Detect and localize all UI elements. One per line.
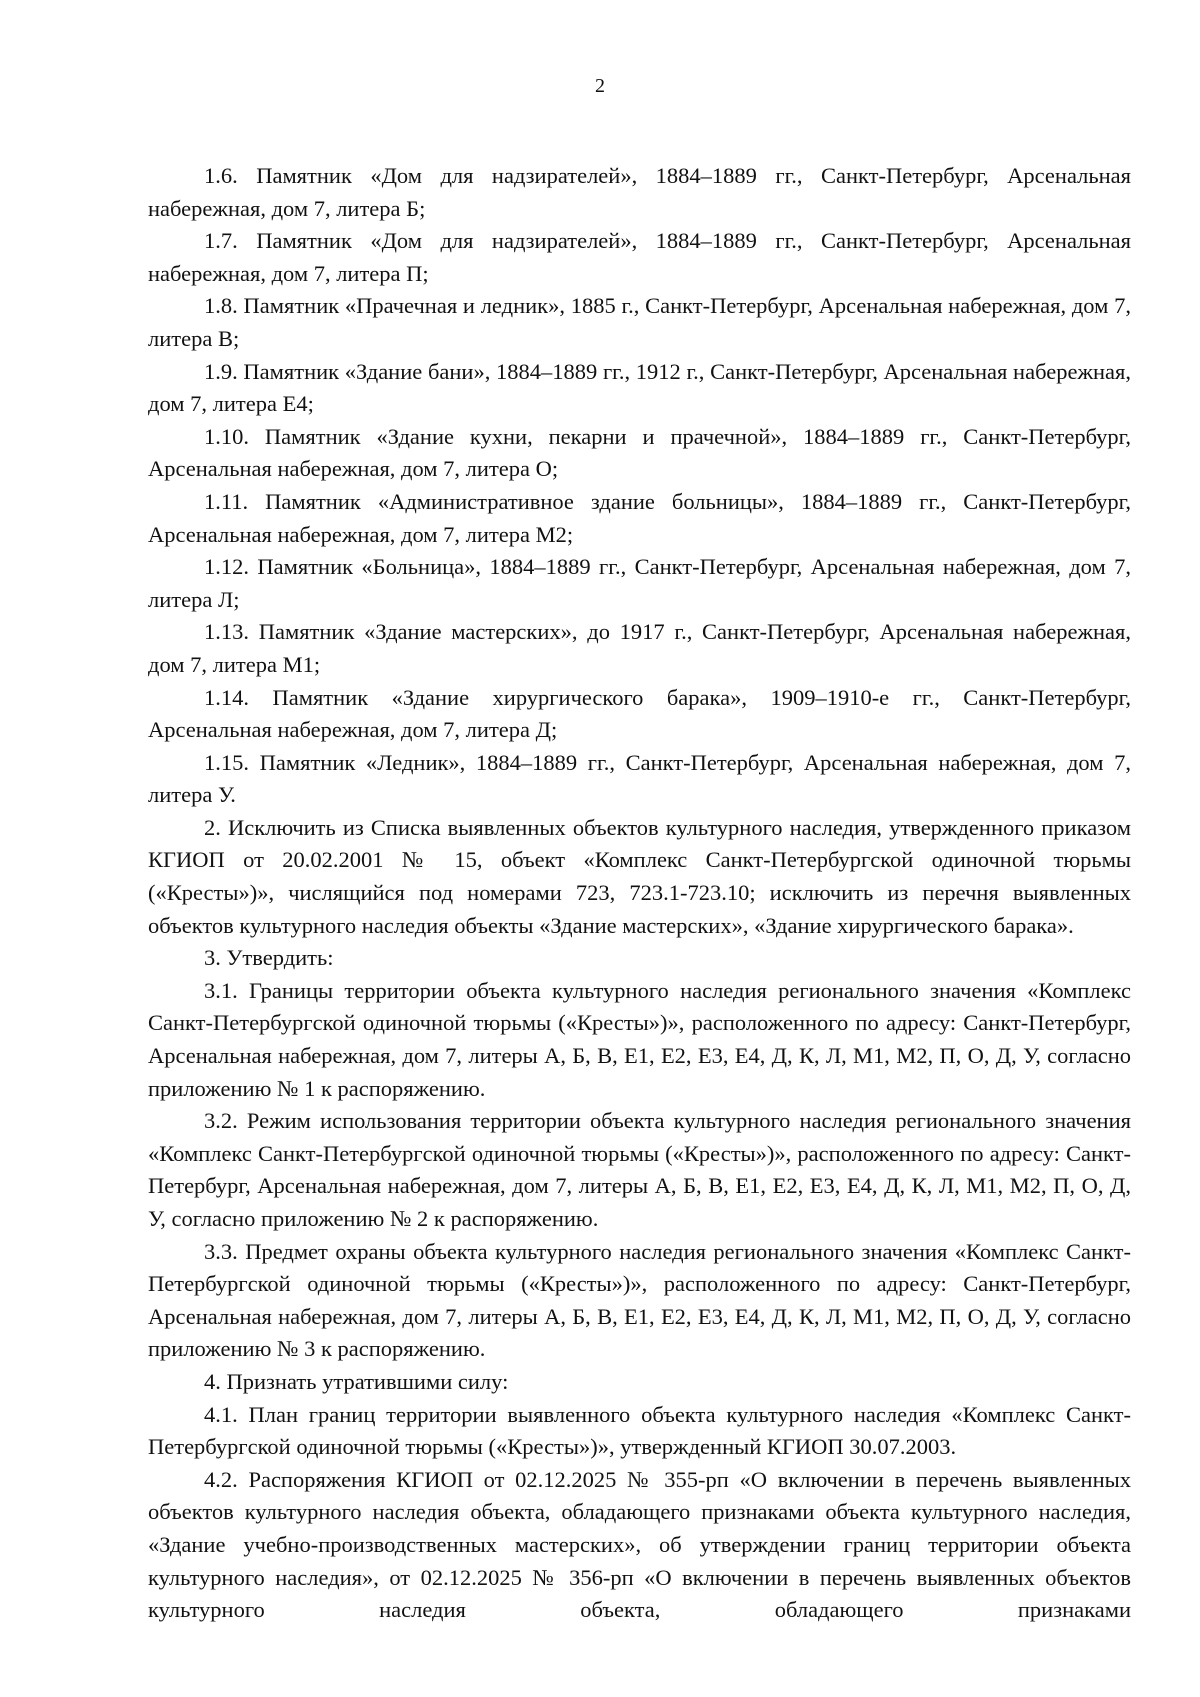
page-number: 2 [595,75,605,97]
paragraph-1-14: 1.14. Памятник «Здание хирургического барака», 1909–1910-е гг., Санкт-Петербург, Арсенальная набережная, дом 7, литера Д; [148,684,1131,743]
paragraph-2: 2. Исключить из Списка выявленных объектов культурного наследия, утвержденного приказом КГИОП от 20.02.2001 № 15, объект «Комплекс Санкт-Петербургской одиночной тюрьмы («Кресты»)», числящийся под номерами 723, 723.1-723.10; исключить из перечня выявленных объектов культурного наследия объекты «Здание мастерских», «Здание хирургического барака». [148,814,1131,938]
paragraph-1-11: 1.11. Памятник «Административное здание больницы», 1884–1889 гг., Санкт-Петербург, Арсенальная набережная, дом 7, литера М2; [148,488,1131,547]
paragraph-1-7: 1.7. Памятник «Дом для надзирателей», 1884–1889 гг., Санкт-Петербург, Арсенальная набережная, дом 7, литера П; [148,228,1131,286]
paragraph-4-1: 4.1. План границ территории выявленного объекта культурного наследия «Комплекс Санкт-Петербургской одиночной тюрьмы («Кресты»)», утвержденный КГИОП 30.07.2003. [148,1401,1131,1460]
paragraph-3-3: 3.3. Предмет охраны объекта культурного наследия регионального значения «Комплекс Санкт-Петербургской одиночной тюрьмы («Кресты»)», расположенного по адресу: Санкт-Петербург, Арсенальная набережная, дом 7, литеры А, Б, В, Е1, Е2, Е3, Е4, Д, К, Л, М1, М2, П, О, Д, У, согласно приложению № 3 к распоряжению. [148,1238,1131,1362]
document-body [148,160,1131,1627]
paragraph-4: 4. Признать утратившими силу: [204,1368,509,1394]
paragraph-3-2: 3.2. Режим использования территории объекта культурного наследия регионального значения «Комплекс Санкт-Петербургской одиночной тюрьмы («Кресты»)», расположенного по адресу: Санкт-Петербург, Арсенальная набережная, дом 7, литеры А, Б, В, Е1, Е2, Е3, Е4, Д, К, Л, М1, М2, П, О, Д, У, согласно приложению № 2 к распоряжению. [148,1108,1131,1231]
paragraph-1-13: 1.13. Памятник «Здание мастерских», до 1917 г., Санкт-Петербург, Арсенальная набережная, дом 7, литера М1; [148,619,1131,677]
paragraph-1-10: 1.10. Памятник «Здание кухни, пекарни и прачечной», 1884–1889 гг., Санкт-Петербург, Арсенальная набережная, дом 7, литера О; [148,423,1131,482]
paragraph-4-2: 4.2. Распоряжения КГИОП от 02.12.2025 № 355-рп «О включении в перечень выявленных объектов культурного наследия объекта, обладающего признаками объекта культурного наследия, «Здание учебно-производственных мастерских», об утверждении границ территории объекта культурного наследия», от 02.12.2025 № 356-рп «О включении в перечень выявленных объектов культурного наследия объекта, обладающего признаками [148,1466,1131,1623]
paragraph-1-8: 1.8. Памятник «Прачечная и ледник», 1885 г., Санкт-Петербург, Арсенальная набережная, дом 7, литера В; [148,293,1131,351]
paragraph-3: 3. Утвердить: [204,945,334,971]
paragraph-1-6: 1.6. Памятник «Дом для надзирателей», 1884–1889 гг., Санкт-Петербург, Арсенальная набережная, дом 7, литера Б; [148,163,1131,221]
paragraph-1-12: 1.12. Памятник «Больница», 1884–1889 гг., Санкт-Петербург, Арсенальная набережная, дом 7, литера Л; [148,554,1131,612]
paragraph-3-1: 3.1. Границы территории объекта культурного наследия регионального значения «Комплекс Санкт-Петербургской одиночной тюрьмы («Кресты»)», расположенного по адресу: Санкт-Петербург, Арсенальная набережная, дом 7, литеры А, Б, В, Е1, Е2, Е3, Е4, Д, К, Л, М1, М2, П, О, Д, У, согласно приложению № 1 к распоряжению. [148,977,1131,1101]
paragraph-1-15: 1.15. Памятник «Ледник», 1884–1889 гг., Санкт-Петербург, Арсенальная набережная, дом 7, литера У. [148,749,1131,808]
paragraph-1-9: 1.9. Памятник «Здание бани», 1884–1889 гг., 1912 г., Санкт-Петербург, Арсенальная набережная, дом 7, литера Е4; [148,358,1131,417]
